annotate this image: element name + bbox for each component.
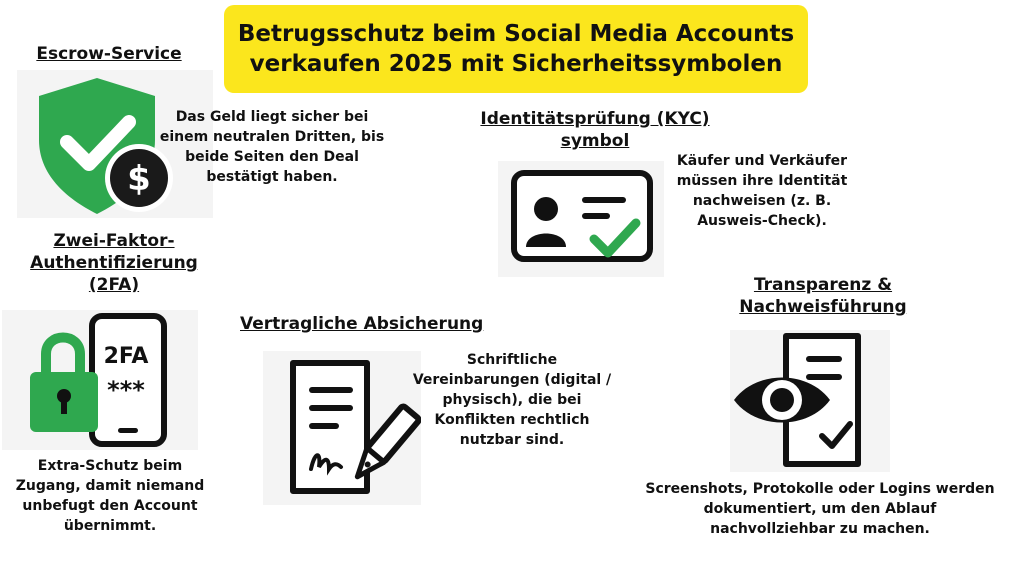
id-card-check-icon [498,161,664,277]
document-eye-check-icon [730,330,890,472]
escrow-description [152,107,392,187]
escrow-text-line: bestätigt haben. [206,169,338,185]
twofa-text-line: übernimmt. [63,518,157,534]
contract-text-line: nutzbar sind. [459,432,565,448]
escrow-text-line: Das Geld liegt sicher bei [175,109,369,125]
svg-text:$: $ [127,159,151,199]
transparency-text-line: nachvollziehbar zu machen. [710,521,930,537]
title-line-2: verkaufen 2025 mit Sicherheitssymbolen [249,51,783,77]
twofa-heading-line: Zwei-Faktor- [53,231,175,251]
contract-text-line: physisch), die bei [442,392,582,408]
phone-2fa-label: 2FA [103,344,149,369]
twofa-text-line: unbefugt den Account [22,498,198,514]
twofa-heading-line: (2FA) [88,275,140,295]
contract-text-line: Konflikten rechtlich [434,412,590,428]
kyc-text-line: nachweisen (z. B. [692,193,832,209]
transparency-text-line: dokumentiert, um den Ablauf [703,501,937,517]
transparency-heading-line: Nachweisführung [739,297,907,317]
title-banner [224,5,808,93]
kyc-heading-line: Identitätsprüfung (KYC) [480,109,710,129]
phone-code-mask: *** [107,376,145,404]
twofa-heading [14,230,214,296]
twofa-text-line: Extra-Schutz beim [37,458,183,474]
twofa-description [2,456,218,536]
signed-contract-pen-icon [263,351,421,505]
escrow-text-line: beide Seiten den Deal [185,149,359,165]
contract-text-line: Schriftliche [466,352,558,368]
escrow-heading: Escrow-Service [36,44,182,64]
kyc-text-line: Ausweis-Check). [697,213,827,229]
title-line-1: Betrugsschutz beim Social Media Accounts [237,21,795,47]
transparency-description [620,479,1020,539]
twofa-heading-line: Authentifizierung [30,253,198,273]
contract-description [402,350,622,450]
kyc-text-line: müssen ihre Identität [676,173,848,189]
twofa-text-line: Zugang, damit niemand [15,478,205,494]
contract-text-line: Vereinbarungen (digital / [412,372,612,388]
transparency-text-line: Screenshots, Protokolle oder Logins werden [645,481,995,497]
transparency-heading-line: Transparenz & [753,275,893,295]
kyc-heading-line: symbol [560,131,630,151]
escrow-text-line: einem neutralen Dritten, bis [159,129,385,145]
contract-heading: Vertragliche Absicherung [240,314,484,334]
kyc-heading [455,108,735,152]
transparency-heading [728,274,918,318]
kyc-description [662,151,862,231]
kyc-text-line: Käufer und Verkäufer [676,153,848,169]
